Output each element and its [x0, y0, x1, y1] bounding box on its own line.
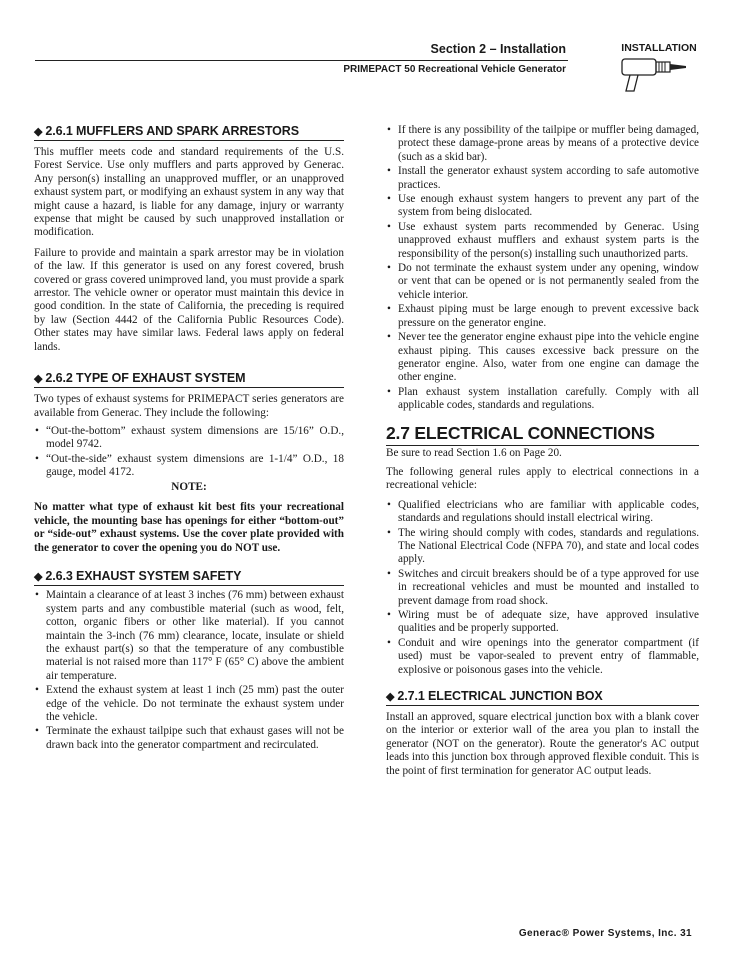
exhaust-safety-list — [34, 589, 344, 752]
list-item: • Maintain a clearance of at least 3 inches (76 mm) between exhaust system parts and any combustible material (such as wood, felt, cotton, organic fibers or other like material). If you cannot maintain the 3-inch (76 mm) clearance, locate, insulate or shield the exhaust part(s) so that the temperature of any combustible material is not raised more than 117° F (65° C) above the ambient air temperature. — [34, 589, 344, 683]
list-item: • Conduit and wire openings into the generator compartment (if used) must be vapor-sealed to prevent entry of flammable, explosive or poisonous gases into the vehicle. — [386, 637, 699, 677]
electrical-rules-list — [386, 499, 699, 677]
list-item: • “Out-the-side” exhaust system dimensions are 1-1/4” O.D., 18 gauge, model 4172. — [34, 453, 344, 480]
heading-2-7: 2.7 ELECTRICAL CONNECTIONS — [386, 423, 699, 446]
list-item: • Never tee the generator engine exhaust pipe into the vehicle engine exhaust piping. This causes excessive back pressure on the generator engine. Also, water from one engine can damage the other engine. — [386, 331, 699, 385]
mufflers-paragraph-2: Failure to provide and maintain a spark arrestor may be in violation of the law. If this generator is used on any forest covered, brush covered or grass covered unimproved land, you must provide a spark arrestor. The vehicle owner or operator must maintain this device in good condition. In the state of California, the preceding is required by law (Section 4442 of the California Public Resources Code). Other states may have similar laws. Federal laws apply on federal lands. — [34, 246, 344, 353]
list-item: • Use exhaust system parts recommended by Generac. Using unapproved exhaust mufflers and exhaust system parts is the responsibility of the person(s) installing such unauthorized parts. — [386, 221, 699, 261]
header-section-title: Section 2 – Installation — [430, 42, 566, 56]
exhaust-rules-list — [386, 124, 699, 413]
header-subtitle: PRIMEPACT 50 Recreational Vehicle Generator — [343, 64, 566, 75]
heading-2-6-2: ◆ 2.6.2 TYPE OF EXHAUST SYSTEM — [34, 371, 344, 388]
note-body: No matter what type of exhaust kit best fits your recreational vehicle, the mounting base has openings for either “bottom-out” or “side-out” exhaust systems. Use the cover plate provided with the generator to cover the opening you do NOT use. — [34, 500, 344, 554]
junction-box-paragraph: Install an approved, square electrical junction box with a blank cover on the interior or exterior wall of the area you plan to install the generator (NOT on the generator). Route the generator's AC output leads into this junction box through approved flexible conduit. This is the point of first termination for generator AC output leads. — [386, 711, 699, 777]
diamond-bullet-icon: ◆ — [34, 373, 43, 386]
list-item: • Extend the exhaust system at least 1 inch (25 mm) past the outer edge of the vehicle. Do not terminate the exhaust system under the vehicle. — [34, 684, 344, 724]
electrical-intro-2: The following general rules apply to electrical connections in a recreational vehicle: — [386, 465, 699, 492]
left-column — [34, 124, 344, 753]
list-item: • The wiring should comply with codes, standards and regulations. The National Electrical Code (NFPA 70), and state and local codes apply. — [386, 527, 699, 567]
list-item: • Exhaust piping must be large enough to prevent excessive back pressure on the generator engine. — [386, 303, 699, 330]
diamond-bullet-icon: ◆ — [386, 691, 395, 704]
list-item: • Use enough exhaust system hangers to prevent any part of the system from being dislocated. — [386, 193, 699, 220]
heading-2-6-1: ◆ 2.6.1 MUFFLERS AND SPARK ARRESTORS — [34, 124, 344, 141]
list-item: • Terminate the exhaust tailpipe such that exhaust gases will not be drawn back into the generator compartment and recirculated. — [34, 725, 344, 752]
list-item: • Install the generator exhaust system according to safe automotive practices. — [386, 165, 699, 192]
list-item: • Plan exhaust system installation carefully. Comply with all applicable codes, standards and regulations. — [386, 386, 699, 413]
list-item: • Wiring must be of adequate size, have approved insulative qualities and be properly supported. — [386, 609, 699, 636]
note-title: NOTE: — [171, 480, 207, 493]
installation-label: INSTALLATION — [621, 42, 697, 54]
list-item: • Qualified electricians who are familiar with applicable codes, standards and regulations should install electrical wiring. — [386, 499, 699, 526]
diamond-bullet-icon: ◆ — [34, 571, 43, 584]
list-item: • Switches and circuit breakers should be of a type approved for use in recreational vehicles and must be mounted and installed to prevent damage from road shock. — [386, 568, 699, 608]
list-item: • “Out-the-bottom” exhaust system dimensions are 15/16” O.D., model 9742. — [34, 425, 344, 452]
list-item: • If there is any possibility of the tailpipe or muffler being damaged, protect these damage-prone areas by means of a protective device (such as a skid bar). — [386, 124, 699, 164]
exhaust-types-list — [34, 425, 344, 480]
heading-2-7-1: ◆ 2.7.1 ELECTRICAL JUNCTION BOX — [386, 689, 699, 706]
drill-icon — [620, 55, 700, 95]
right-column — [386, 124, 699, 778]
exhaust-types-paragraph: Two types of exhaust systems for PRIMEPACT series generators are available from Generac. They include the following: — [34, 393, 344, 419]
header-rule — [35, 60, 568, 61]
page-footer: Generac® Power Systems, Inc. 31 — [518, 928, 692, 939]
electrical-intro-1: Be sure to read Section 1.6 on Page 20. — [386, 446, 562, 459]
mufflers-paragraph-1: This muffler meets code and standard requirements of the U.S. Forest Service. Use only mufflers and parts approved by Generac. Any person(s) installing an unapproved muffler, or an unapproved exhaust system part, or modifying an exhaust system in any way that might cause a hazard, is liable for any damage, injury or warranty expense that might be caused by such unapproved installation or modification. — [34, 146, 344, 239]
diamond-bullet-icon: ◆ — [34, 126, 43, 138]
list-item: • Do not terminate the exhaust system under any opening, window or vent that can be opened or is not permanently sealed from the vehicle interior. — [386, 262, 699, 302]
heading-2-6-3: ◆ 2.6.3 EXHAUST SYSTEM SAFETY — [34, 569, 344, 586]
